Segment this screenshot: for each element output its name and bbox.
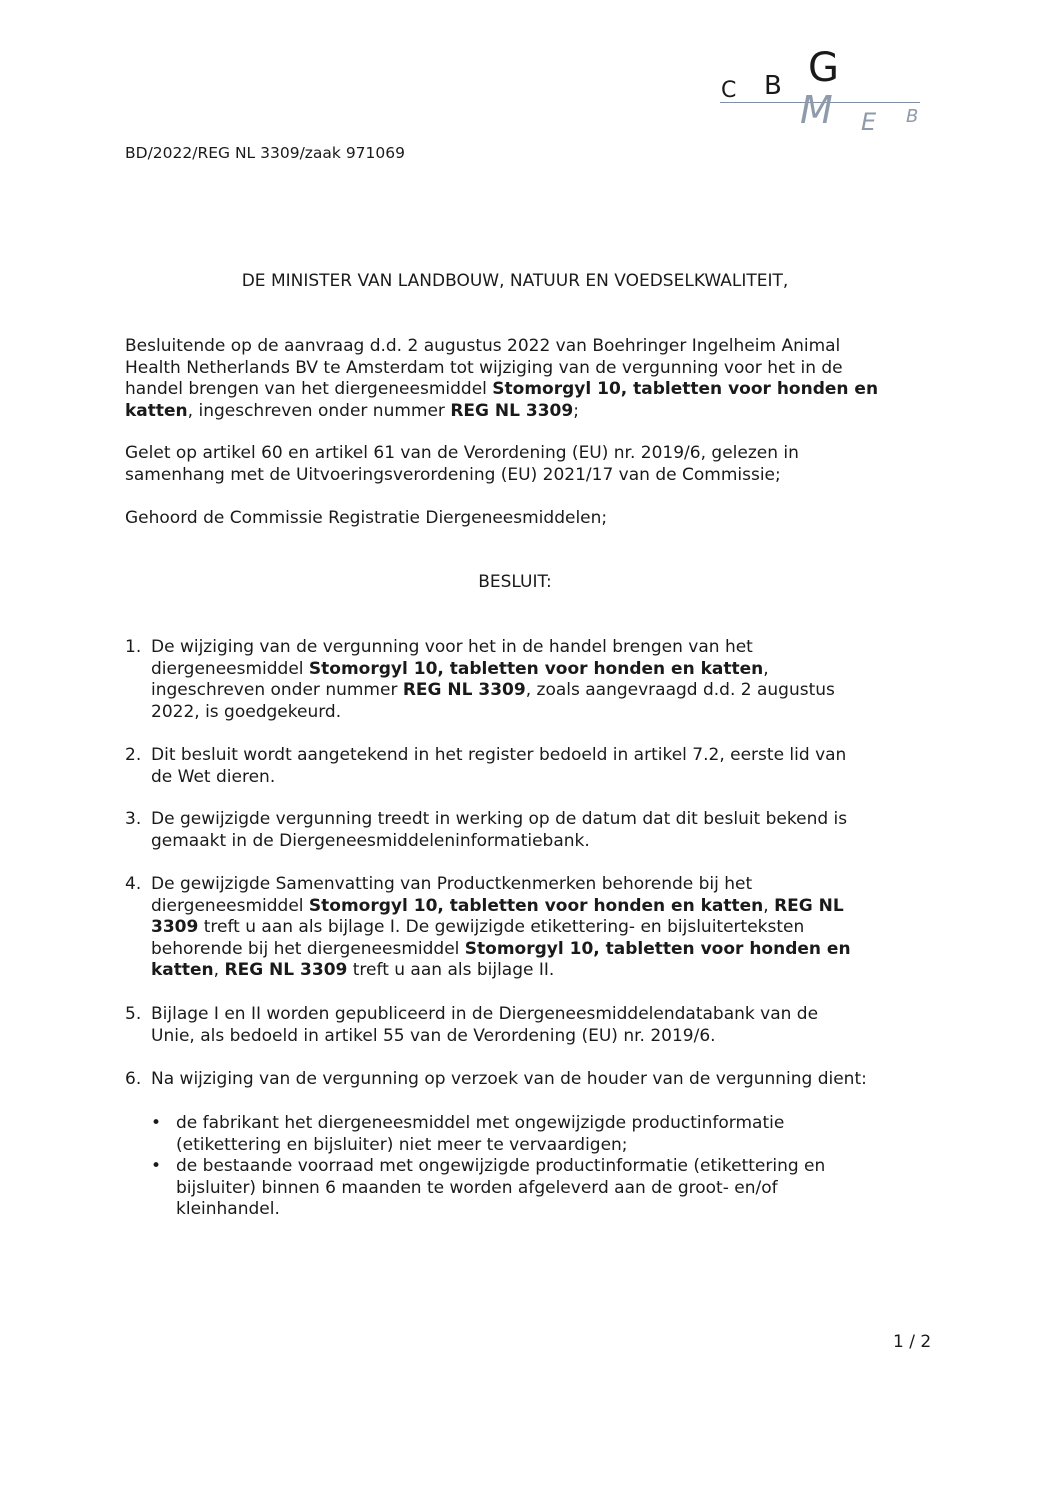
list-item-number: 4. <box>125 874 142 894</box>
logo-letter-e: E <box>861 108 877 136</box>
cbg-meb-logo <box>718 45 924 144</box>
paragraph-line: Gehoord de Commissie Registratie Diergeneesmiddelen; <box>125 508 608 528</box>
document-heading: DE MINISTER VAN LANDBOUW, NATUUR EN VOEDSELKWALITEIT, <box>241 271 789 291</box>
list-item-number: 3. <box>125 809 142 829</box>
bullet-item: de bestaande voorraad met ongewijzigde productinformatie (etikettering en bijsluiter) binnen 6 maanden te worden afgeleverd aan de groot- en/of kleinhandel. <box>176 1156 826 1219</box>
list-item-number: 2. <box>125 745 142 765</box>
list-item-number: 6. <box>125 1069 142 1089</box>
paragraph-gelet <box>125 443 925 486</box>
bullet-item: de fabrikant het diergeneesmiddel met ongewijzigde productinformatie (etikettering en bijsluiter) niet meer te vervaardigen; <box>176 1113 785 1155</box>
document-reference: BD/2022/REG NL 3309/zaak 971069 <box>125 144 405 162</box>
logo-letter-g: G <box>808 45 839 91</box>
paragraph-line: handel brengen van het diergeneesmiddel Stomorgyl 10, tabletten voor honden en <box>125 379 879 399</box>
paragraph-line: Besluitende op de aanvraag d.d. 2 augustus 2022 van Boehringer Ingelheim Animal <box>125 336 841 356</box>
logo-letter-m: M <box>800 88 833 132</box>
paragraph-line: samenhang met de Uitvoeringsverordening (EU) 2021/17 van de Commissie; <box>125 464 781 485</box>
page-number: 1 / 2 <box>893 1332 932 1352</box>
list-item: De wijziging van de vergunning voor het in de handel brengen van het diergeneesmiddel Stomorgyl 10, tabletten voor honden en katten, ingeschreven onder nummer REG NL 3309, zoals aangevraagd d.d. 2 augustus 2022, is goedgekeurd. <box>151 637 835 722</box>
paragraph-line: katten, ingeschreven onder nummer REG NL 3309; <box>125 400 579 421</box>
logo-letter-c: C <box>721 78 737 103</box>
bullet-icon: • <box>151 1113 162 1133</box>
paragraph-line: Health Netherlands BV te Amsterdam tot wijziging van de vergunning voor het in de <box>125 357 843 378</box>
list-item: Na wijziging van de vergunning op verzoek van de houder van de vergunning dient: <box>151 1069 867 1089</box>
bullet-icon: • <box>151 1156 162 1176</box>
paragraph-gehoord <box>125 508 925 530</box>
list-item: De gewijzigde vergunning treedt in werking op de datum dat dit besluit bekend is gemaakt in de Diergeneesmiddeleninformatiebank. <box>151 809 848 851</box>
list-item: De gewijzigde Samenvatting van Productkenmerken behorende bij het diergeneesmiddel Stomorgyl 10, tabletten voor honden en katten, REG NL 3309 treft u aan als bijlage I. De gewijzigde etikettering- en bijsluiterteksten behorende bij het diergeneesmiddel Stomorgyl 10, tabletten voor honden en katten, REG NL 3309 treft u aan als bijlage II. <box>151 874 851 980</box>
list-item: Dit besluit wordt aangetekend in het register bedoeld in artikel 7.2, eerste lid van de Wet dieren. <box>151 745 847 787</box>
logo-letter-b2: B <box>906 106 919 127</box>
paragraph-besluitende <box>125 336 925 422</box>
list-item-number: 1. <box>125 637 142 657</box>
list-item: Bijlage I en II worden gepubliceerd in de Diergeneesmiddelendatabank van de Unie, als bedoeld in artikel 55 van de Verordening (EU) nr. 2019/6. <box>151 1004 819 1046</box>
besluit-heading: BESLUIT: <box>478 572 552 592</box>
logo-letter-b: B <box>764 71 782 101</box>
paragraph-line: Gelet op artikel 60 en artikel 61 van de Verordening (EU) nr. 2019/6, gelezen in <box>125 443 799 463</box>
list-item-number: 5. <box>125 1004 142 1024</box>
